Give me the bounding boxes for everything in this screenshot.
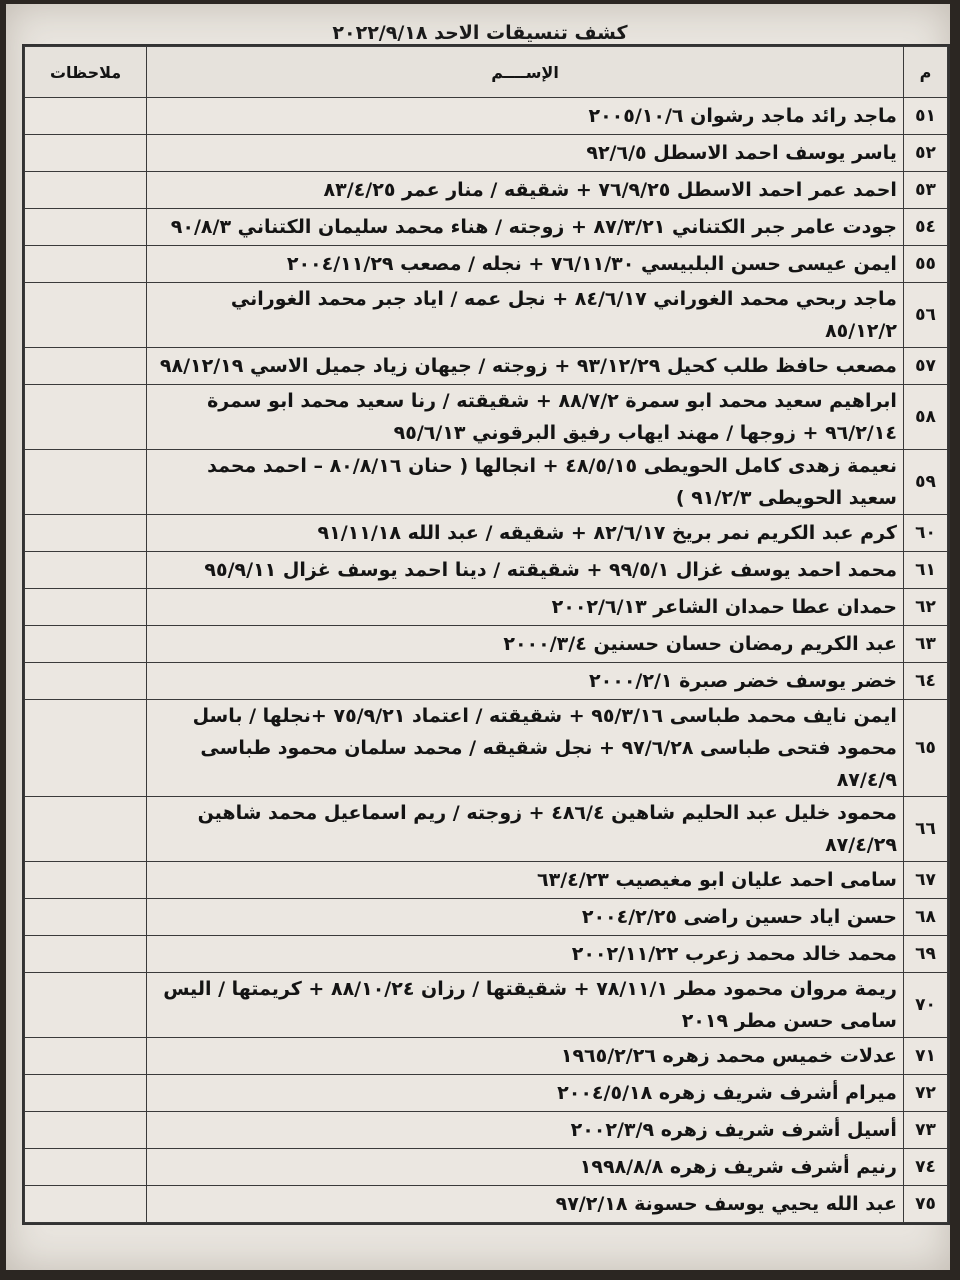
row-number: ٧٤ <box>903 1149 947 1186</box>
row-notes <box>25 246 147 283</box>
table-row <box>25 348 948 385</box>
row-number: ٥٧ <box>903 348 947 385</box>
row-number: ٧٥ <box>903 1186 947 1223</box>
row-name: عدلات خميس محمد زهره ١٩٦٥/٢/٢٦ <box>147 1038 904 1075</box>
row-notes <box>25 348 147 385</box>
row-name: كرم عبد الكريم نمر بريخ ٨٢/٦/١٧ + شقيقه / عبد الله ٩١/١١/١٨ <box>147 515 904 552</box>
row-notes <box>25 797 147 862</box>
row-notes <box>25 936 147 973</box>
row-notes <box>25 135 147 172</box>
row-number: ٧٢ <box>903 1075 947 1112</box>
row-name: ماجد ربحي محمد الغوراني ٨٤/٦/١٧ + نجل عمه / اياد جبر محمد الغوراني ٨٥/١٢/٢ <box>147 283 904 348</box>
row-name: ايمن عيسى حسن البلبيسي ٧٦/١١/٣٠ + نجله / مصعب ٢٠٠٤/١١/٢٩ <box>147 246 904 283</box>
row-notes <box>25 385 147 450</box>
row-number: ٦٦ <box>903 797 947 862</box>
row-notes <box>25 663 147 700</box>
row-notes <box>25 1149 147 1186</box>
row-name: محمد خالد محمد زعرب ٢٠٠٢/١١/٢٢ <box>147 936 904 973</box>
row-notes <box>25 450 147 515</box>
table-row <box>25 552 948 589</box>
table-row <box>25 589 948 626</box>
row-notes <box>25 1112 147 1149</box>
header-notes: ملاحظات <box>25 47 147 98</box>
row-notes <box>25 1186 147 1223</box>
table-body <box>25 98 948 1223</box>
row-number: ٧١ <box>903 1038 947 1075</box>
row-name: خضر يوسف خضر صبرة ٢٠٠٠/٢/١ <box>147 663 904 700</box>
row-name: عبد الكريم رمضان حسان حسنين ٢٠٠٠/٣/٤ <box>147 626 904 663</box>
table-row <box>25 1075 948 1112</box>
row-number: ٥٦ <box>903 283 947 348</box>
row-name: مصعب حافظ طلب كحيل ٩٣/١٢/٢٩ + زوجته / جيهان زياد جميل الاسي ٩٨/١٢/١٩ <box>147 348 904 385</box>
row-number: ٦٩ <box>903 936 947 973</box>
table-row <box>25 1038 948 1075</box>
row-name: ريمة مروان محمود مطر ٧٨/١١/١ + شقيقتها / رزان ٨٨/١٠/٢٤ + كريمتها / اليس سامى حسن مطر ٢٠١٩ <box>147 973 904 1038</box>
row-name: نعيمة زهدى كامل الحويطى ٤٨/٥/١٥ + انجالها ( حنان ٨٠/٨/١٦ – احمد محمد سعيد الحويطى ٩١/٢/٣ ) <box>147 450 904 515</box>
table-row <box>25 450 948 515</box>
row-notes <box>25 552 147 589</box>
table-row <box>25 899 948 936</box>
row-name: سامى احمد عليان ابو مغيصيب ٦٣/٤/٢٣ <box>147 862 904 899</box>
row-number: ٦٣ <box>903 626 947 663</box>
row-name: ياسر يوسف احمد الاسطل ٩٢/٦/٥ <box>147 135 904 172</box>
row-name: ميرام أشرف شريف زهره ٢٠٠٤/٥/١٨ <box>147 1075 904 1112</box>
table-row <box>25 98 948 135</box>
row-name: حسن اياد حسين راضى ٢٠٠٤/٢/٢٥ <box>147 899 904 936</box>
row-notes <box>25 700 147 797</box>
row-notes <box>25 973 147 1038</box>
row-notes <box>25 626 147 663</box>
table-row <box>25 1186 948 1223</box>
table-header-row <box>25 47 948 98</box>
row-number: ٦٢ <box>903 589 947 626</box>
row-number: ٧٣ <box>903 1112 947 1149</box>
header-number: م <box>903 47 947 98</box>
table-row <box>25 936 948 973</box>
row-name: ماجد رائد ماجد رشوان ٢٠٠٥/١٠/٦ <box>147 98 904 135</box>
row-number: ٥٣ <box>903 172 947 209</box>
row-number: ٥٢ <box>903 135 947 172</box>
table-row <box>25 246 948 283</box>
table-row <box>25 973 948 1038</box>
table-row <box>25 283 948 348</box>
row-notes <box>25 589 147 626</box>
document-title: كشف تنسيقات الاحد ٢٠٢٢/٩/١٨ <box>332 22 628 44</box>
row-notes <box>25 1038 147 1075</box>
row-number: ٦٨ <box>903 899 947 936</box>
row-name: أسيل أشرف شريف زهره ٢٠٠٢/٣/٩ <box>147 1112 904 1149</box>
table-row <box>25 663 948 700</box>
row-number: ٦٠ <box>903 515 947 552</box>
row-notes <box>25 283 147 348</box>
row-notes <box>25 899 147 936</box>
table-row <box>25 1112 948 1149</box>
row-name: محمود خليل عبد الحليم شاهين ٤٨٦/٤ + زوجته / ريم اسماعيل محمد شاهين ٨٧/٤/٢٩ <box>147 797 904 862</box>
row-notes <box>25 209 147 246</box>
row-name: رنيم أشرف شريف زهره ١٩٩٨/٨/٨ <box>147 1149 904 1186</box>
row-number: ٥٩ <box>903 450 947 515</box>
row-name: جودت عامر جبر الكتناني ٨٧/٣/٢١ + زوجته / هناء محمد سليمان الكتناني ٩٠/٨/٣ <box>147 209 904 246</box>
row-number: ٥١ <box>903 98 947 135</box>
table-row <box>25 209 948 246</box>
row-name: عبد الله يحيي يوسف حسونة ٩٧/٢/١٨ <box>147 1186 904 1223</box>
row-number: ٧٠ <box>903 973 947 1038</box>
row-name: ابراهيم سعيد محمد ابو سمرة ٨٨/٧/٢ + شقيقته / رنا سعيد محمد ابو سمرة ٩٦/٢/١٤ + زوجها / مهند ايهاب رفيق البرقوني ٩٥/٦/١٣ <box>147 385 904 450</box>
row-name: احمد عمر احمد الاسطل ٧٦/٩/٢٥ + شقيقه / منار عمر ٨٣/٤/٢٥ <box>147 172 904 209</box>
row-notes <box>25 862 147 899</box>
table-row <box>25 797 948 862</box>
table-row <box>25 515 948 552</box>
row-name: محمد احمد يوسف غزال ٩٩/٥/١ + شقيقته / دينا احمد يوسف غزال ٩٥/٩/١١ <box>147 552 904 589</box>
row-number: ٦٤ <box>903 663 947 700</box>
row-notes <box>25 1075 147 1112</box>
row-notes <box>25 172 147 209</box>
table-row <box>25 700 948 797</box>
row-number: ٥٥ <box>903 246 947 283</box>
table-row <box>25 385 948 450</box>
coordination-table <box>24 46 948 1223</box>
row-number: ٦١ <box>903 552 947 589</box>
row-number: ٦٧ <box>903 862 947 899</box>
row-notes <box>25 98 147 135</box>
table-row <box>25 862 948 899</box>
coordination-table-container <box>22 44 950 1225</box>
row-number: ٥٨ <box>903 385 947 450</box>
row-name: حمدان عطا حمدان الشاعر ٢٠٠٢/٦/١٣ <box>147 589 904 626</box>
row-number: ٥٤ <box>903 209 947 246</box>
row-number: ٦٥ <box>903 700 947 797</box>
table-row <box>25 172 948 209</box>
row-notes <box>25 515 147 552</box>
table-row <box>25 626 948 663</box>
table-row <box>25 135 948 172</box>
table-row <box>25 1149 948 1186</box>
header-name: الإســــم <box>147 47 904 98</box>
row-name: ايمن نايف محمد طباسى ٩٥/٣/١٦ + شقيقته / اعتماد ٧٥/٩/٢١ +نجلها / باسل محمود فتحى طباسى ٩٧/٦/٢٨ + نجل شقيقه / محمد سلمان محمود طباسى ٨٧/٤/٩ <box>147 700 904 797</box>
